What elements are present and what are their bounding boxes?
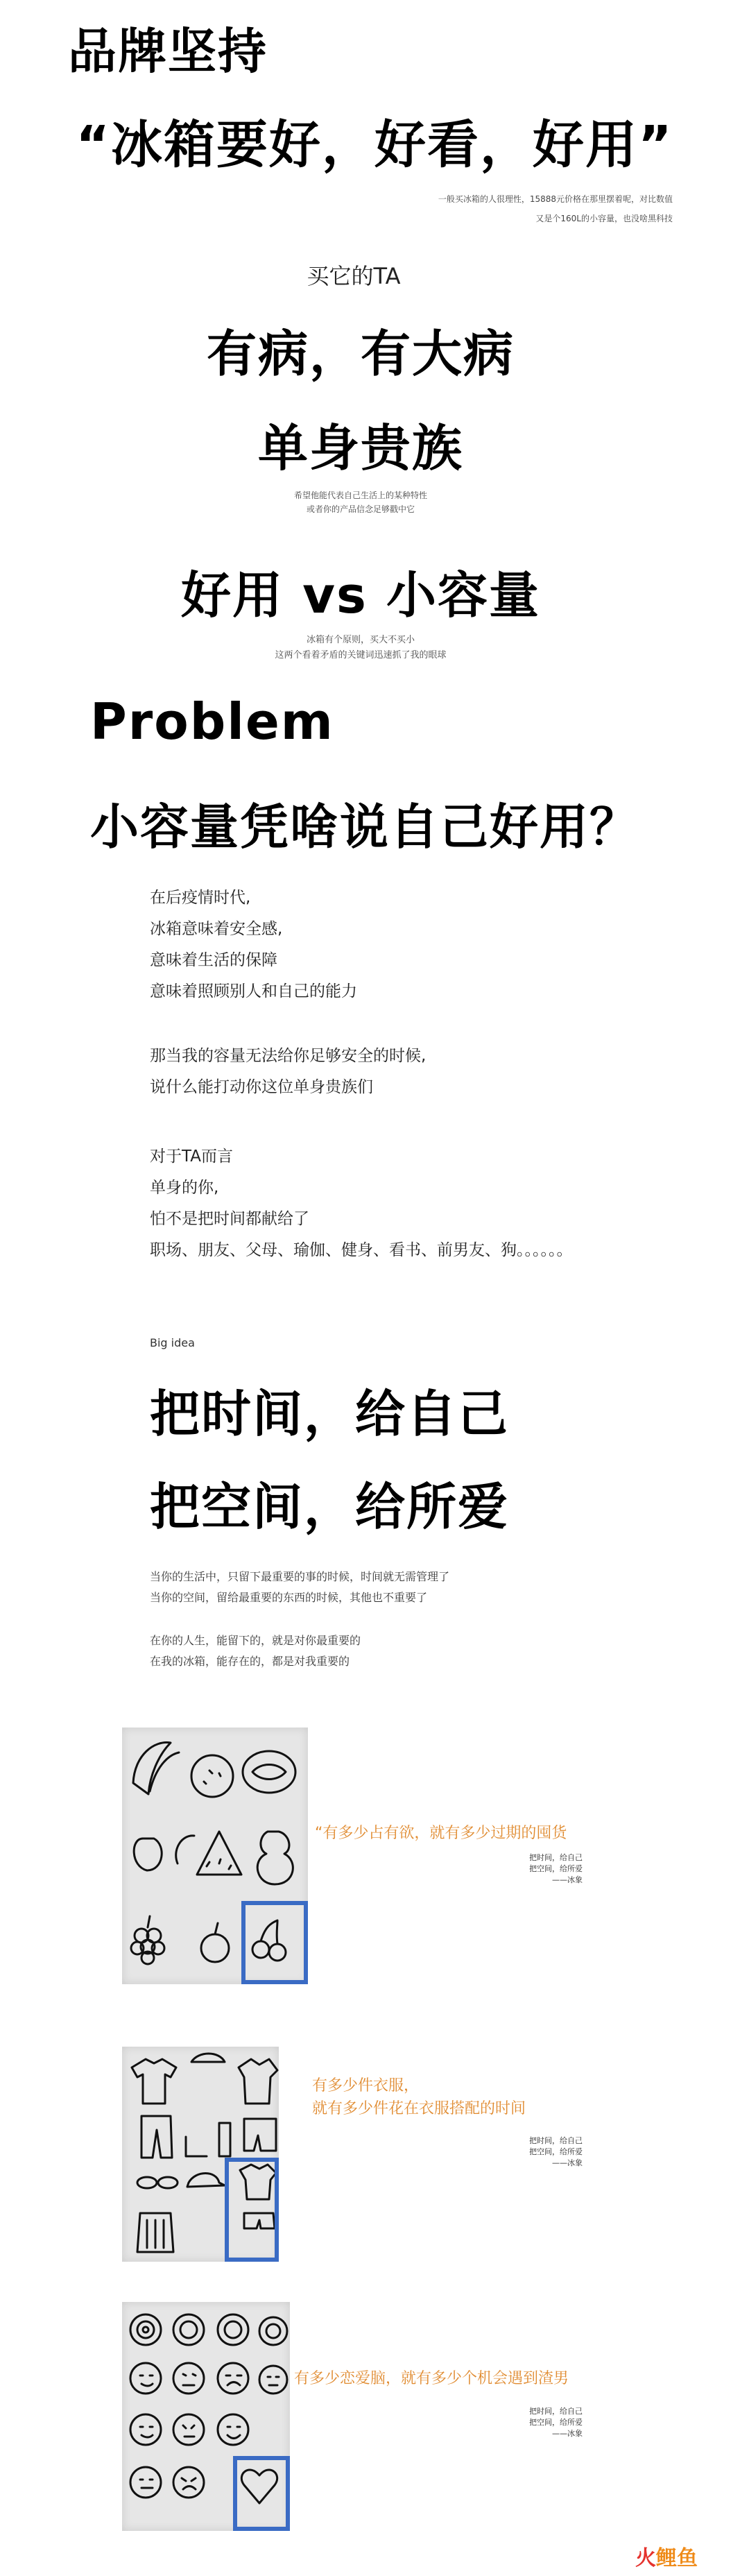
paragraph-line: 在你的人生，能留下的，就是对你最重要的 <box>150 1634 361 1647</box>
paragraph-line: 当你的空间，留给最重要的东西的时候，其他也不重要了 <box>150 1591 428 1605</box>
paragraph-line: 单身的你, <box>150 1178 219 1197</box>
note-line: 一般买冰箱的人很理性，15888元价格在那里摆着呢，对比数值 <box>438 194 673 204</box>
signature-line: ——冰象 <box>552 2428 583 2438</box>
audience-note <box>0 488 721 517</box>
problem-paragraph-2 <box>150 1041 426 1103</box>
card-signature-faces <box>485 2406 583 2439</box>
problem-paragraph-1 <box>150 882 357 1007</box>
sketch-image-food <box>122 1728 308 1984</box>
bigidea-line-1: 把时间，给自己 <box>150 1385 510 1443</box>
note-line: 或者你的产品信念足够戳中它 <box>306 504 415 515</box>
signature-line: ——冰象 <box>552 1875 583 1884</box>
bigidea-paragraph-2 <box>150 1630 361 1673</box>
caption-line: 就有多少件花在衣服搭配的时间 <box>312 2100 526 2117</box>
audience-heading-1: 有病，有大病 <box>206 325 515 383</box>
bigidea-label: Big idea <box>150 1336 195 1349</box>
signature-line: 把空间，给所爱 <box>529 1863 583 1873</box>
paragraph-line: 那当我的容量无法给你足够安全的时候, <box>150 1047 427 1065</box>
signature-line: 把时间，给自己 <box>529 1853 583 1862</box>
logo-text: 火鲤鱼 <box>635 2546 698 2570</box>
paragraph-line: 对于TA而言 <box>150 1148 233 1166</box>
card-signature-clothes <box>485 2135 583 2169</box>
caption-line: 有多少恋爱脑，就有多少个机会遇到渣男 <box>294 2370 569 2387</box>
footer-logo <box>635 2541 698 2571</box>
card-caption-faces <box>294 2367 569 2390</box>
problem-title: Problem <box>90 692 334 751</box>
card-caption-food <box>315 1822 567 1845</box>
note-line: 这两个看着矛盾的关键词迅速抓了我的眼球 <box>275 650 447 661</box>
sketch-image-faces <box>122 2302 290 2531</box>
problem-paragraph-3 <box>150 1141 573 1265</box>
caption-line: 有多少件衣服， <box>312 2077 420 2095</box>
bigidea-line-2: 把空间，给所爱 <box>150 1478 510 1536</box>
contrast-note <box>0 633 721 663</box>
highlight-box <box>225 2158 279 2262</box>
paragraph-line: 意味着生活的保障 <box>150 950 277 969</box>
signature-line: 把时间，给自己 <box>529 2136 583 2145</box>
paragraph-line: 意味着照顾别人和自己的能力 <box>150 982 357 1000</box>
signature-line: 把时间，给自己 <box>529 2407 583 2416</box>
paragraph-line: 说什么能打动你这位单身贵族们 <box>150 1077 373 1096</box>
caption-line: “有多少占有欲，就有多少过期的囤货 <box>315 1825 567 1842</box>
paragraph-line: 当你的生活中，只留下最重要的事的时候，时间就无需管理了 <box>150 1570 450 1583</box>
paragraph-line: 怕不是把时间都献给了 <box>150 1209 309 1228</box>
section-title-brand: 品牌坚持 <box>68 23 268 80</box>
note-line: 又是个160L的小容量，也没啥黑科技 <box>535 214 673 224</box>
paragraph-line: 在我的冰箱，能存在的，都是对我重要的 <box>150 1655 350 1669</box>
note-line: 冰箱有个原则，买大不买小 <box>306 635 415 645</box>
bigidea-paragraph-1 <box>150 1567 449 1609</box>
paragraph-line: 在后疫情时代, <box>150 889 251 907</box>
paragraph-line: 职场、朋友、父母、瑜伽、健身、看书、前男友、狗。。。。。。 <box>150 1240 573 1259</box>
signature-line: 把空间，给所爱 <box>529 2417 583 2427</box>
card-caption-clothes <box>312 2074 526 2120</box>
card-signature-food <box>485 1852 583 1886</box>
slogan-note <box>438 192 673 226</box>
slogan-heading: “冰箱要好，好看，好用” <box>76 115 673 175</box>
signature-line: ——冰象 <box>552 2158 583 2167</box>
contrast-heading: 好用 vs 小容量 <box>181 566 540 624</box>
signature-line: 把空间，给所爱 <box>529 2147 583 2156</box>
problem-question: 小容量凭啥说自己好用？ <box>90 799 639 855</box>
note-line: 希望他能代表自己生活上的某种特性 <box>293 491 427 500</box>
paragraph-line: 冰箱意味着安全感, <box>150 919 283 938</box>
audience-label: 买它的TA <box>307 263 401 289</box>
highlight-box <box>233 2456 290 2531</box>
sketch-image-clothes <box>122 2047 279 2262</box>
highlight-box <box>241 1901 308 1984</box>
audience-heading-2: 单身贵族 <box>257 419 463 477</box>
